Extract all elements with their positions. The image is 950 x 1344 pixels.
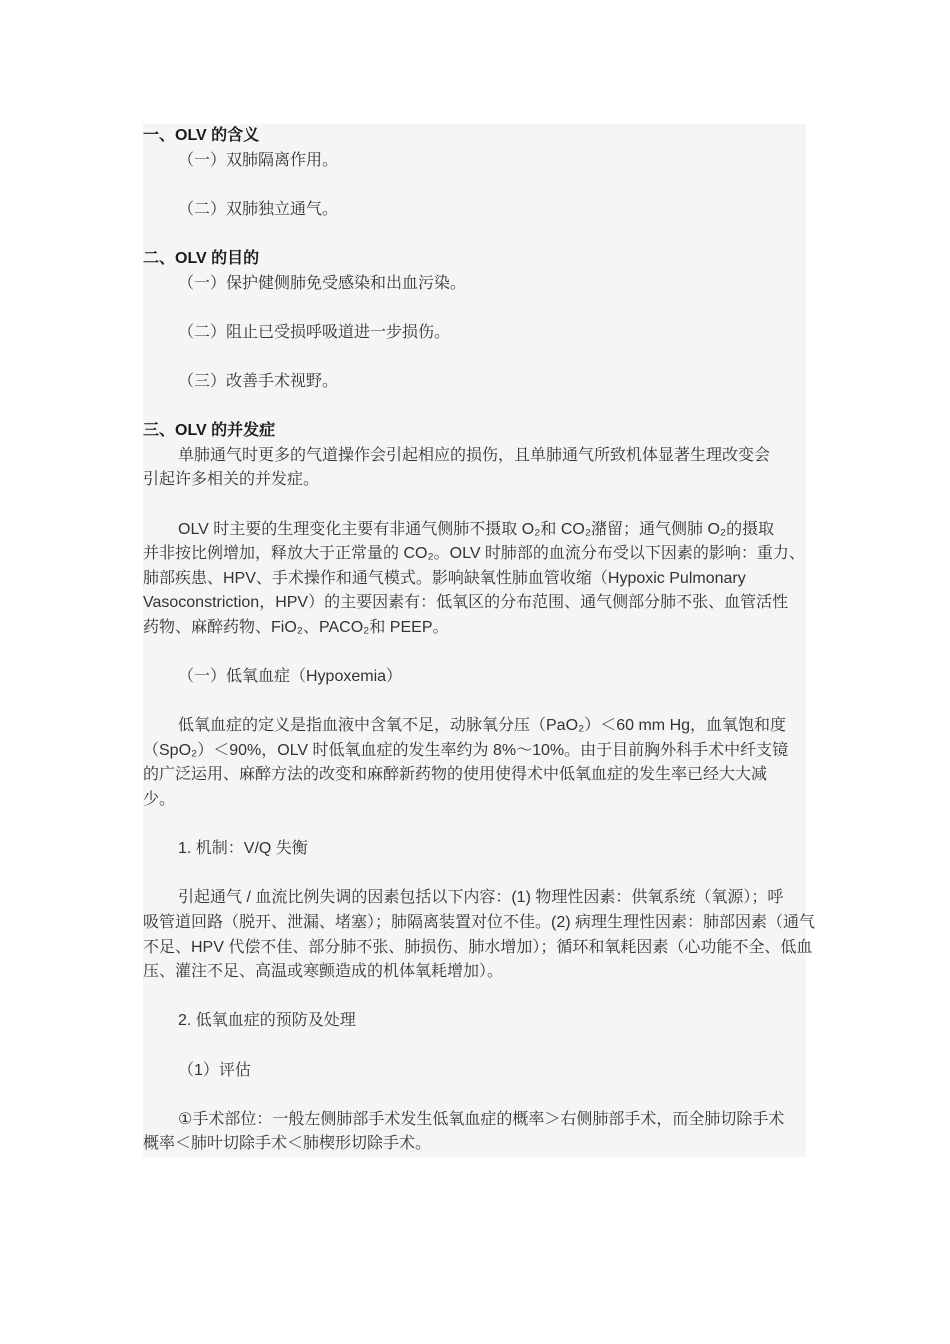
section-heading-meaning: 一、OLV 的含义	[143, 127, 260, 144]
list-item: （二）阻止已受损呼吸道进一步损伤。	[178, 323, 451, 341]
content-block	[143, 124, 816, 1157]
section-heading-complications: 三、OLV 的并发症	[143, 422, 276, 440]
paragraph-line: 单肺通气时更多的气道操作会引起相应的损伤，且单肺通气所致机体显著生理改变会	[178, 446, 771, 464]
paragraph-line: （SpO₂）＜90%，OLV 时低氧血症的发生率约为 8%～10%。由于目前胸外科手术中纤支镜	[143, 741, 789, 759]
item-heading-assessment: （1）评估	[178, 1061, 251, 1079]
paragraph-line: 不足、HPV 代偿不佳、部分肺不张、肺损伤、肺水增加）；循环和氧耗因素（心功能不全、低血	[143, 938, 813, 956]
paragraph-line: 概率＜肺叶切除手术＜肺楔形切除手术。	[143, 1135, 432, 1153]
paragraph-line: 肺部疾患、HPV、手术操作和通气模式。影响缺氧性肺血管收缩（Hypoxic Pulmonary	[143, 569, 746, 587]
paragraph-line: 引起通气 / 血流比例失调的因素包括以下内容：(1) 物理性因素：供氧系统（氧源）；呼	[178, 889, 784, 907]
item-heading-prevention: 2. 低氧血症的预防及处理	[178, 1012, 356, 1030]
paragraph-line: 少。	[143, 791, 176, 809]
paragraph-line: 低氧血症的定义是指血液中含氧不足，动脉氧分压（PaO₂）＜60 mm Hg，血氧饱和度	[178, 717, 787, 735]
list-item: （一）保护健侧肺免受感染和出血污染。	[178, 274, 467, 292]
paragraph-line: 压、灌注不足、高温或寒颤造成的机体氧耗增加）。	[143, 963, 504, 981]
paragraph-line: 引起许多相关的并发症。	[143, 471, 320, 489]
paragraph-line: 吸管道回路（脱开、泄漏、堵塞）；肺隔离装置对位不佳。(2) 病理生理性因素：肺部因素（通气	[143, 914, 816, 931]
list-item: （一）双肺隔离作用。	[178, 151, 339, 169]
list-item: （三）改善手术视野。	[178, 372, 339, 390]
list-item: （二）双肺独立通气。	[178, 200, 339, 218]
paragraph-line: 药物、麻醉药物、FiO₂、PACO₂和 PEEP。	[143, 618, 449, 636]
paragraph-line: Vasoconstriction，HPV）的主要因素有：低氧区的分布范围、通气侧部分肺不张、血管活性	[143, 594, 789, 612]
paragraph-line: 并非按比例增加，释放大于正常量的 CO₂。OLV 时肺部的血流分布受以下因素的影响：重力、	[143, 545, 805, 563]
paragraph-line: 的广泛运用、麻醉方法的改变和麻醉新药物的使用使得术中低氧血症的发生率已经大大减	[143, 766, 768, 784]
paragraph-line: OLV 时主要的生理变化主要有非通气侧肺不摄取 O₂和 CO₂潴留；通气侧肺 O₂的摄取	[178, 520, 775, 538]
section-heading-purpose: 二、OLV 的目的	[143, 249, 260, 267]
paragraph-line: ①手术部位：一般左侧肺部手术发生低氧血症的概率＞右侧肺部手术，而全肺切除手术	[178, 1110, 785, 1128]
item-heading-mechanism: 1. 机制：V/Q 失衡	[178, 840, 308, 858]
subsection-heading-hypoxemia: （一）低氧血症（Hypoxemia）	[178, 668, 403, 686]
